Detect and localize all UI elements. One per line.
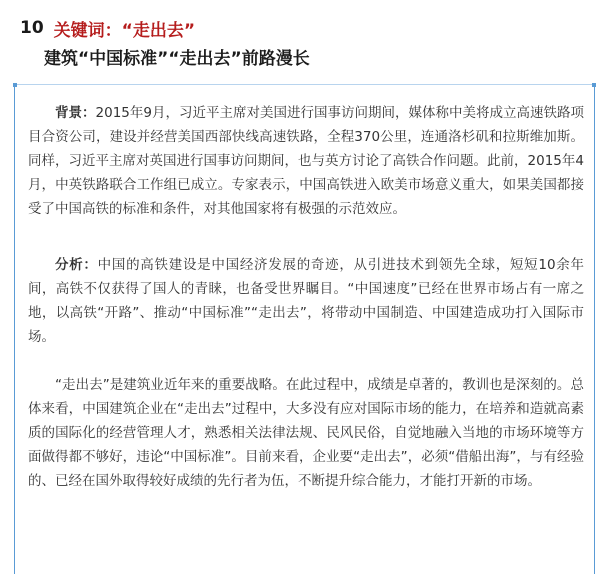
strategy-paragraph [28, 373, 584, 493]
paragraph-label: 背景： [55, 105, 96, 121]
article-header [0, 0, 609, 80]
content-frame [14, 84, 595, 574]
section-number: 10 [20, 18, 44, 38]
frame-corner-marker [13, 83, 17, 87]
frame-corner-marker [592, 83, 596, 87]
paragraph-label: 分析： [55, 257, 98, 273]
keyword-title: 关键词：“走出去” [53, 20, 196, 41]
paragraph-text: “走出去”是建筑业近年来的重要战略。在此过程中，成绩是卓著的，教训也是深刻的。总体来看，中国建筑企业在“走出去”过程中，大多没有应对国际市场的能力，在培养和造就高素质的国际化的经营管理人才，熟悉相关法律法规、民风民俗，自觉地融入当地的市场环境等方面做得都不够好，违论“中国标准”。目前来看，企业要“走出去”，必须“借船出海”，与有经验的、已经在国外取得较好成绩的先行者为伍，不断提升综合能力，才能打开新的市场。 [28, 377, 584, 489]
paragraph-text: 中国的高铁建设是中国经济发展的奇迹，从引进技术到领先全球，短短10余年间，高铁不仅获得了国人的青睐，也备受世界瞩目。“中国速度”已经在世界市场占有一席之地，以高铁“开路”、推动“中国标准”“走出去”，将带动中国制造、中国建造成功打入国际市场。 [28, 257, 584, 345]
background-paragraph [28, 101, 584, 221]
article-subtitle: 建筑“中国标准”“走出去”前路漫长 [44, 49, 310, 69]
paragraph-text: 2015年9月，习近平主席对美国进行国事访问期间，媒体称中美将成立高速铁路项目合资公司，建设并经营美国西部快线高速铁路，全程370公里，连通洛杉矶和拉斯维加斯。同样，习近平主席对英国进行国事访问期间，也与英方讨论了高铁合作问题。此前，2015年4月，中英铁路联合工作组已成立。专家表示，中国高铁进入欧美市场意义重大，如果美国都接受了中国高铁的标准和条件，对其他国家将有极强的示范效应。 [28, 105, 585, 217]
analysis-paragraph [28, 253, 584, 349]
heading-row [20, 14, 195, 42]
